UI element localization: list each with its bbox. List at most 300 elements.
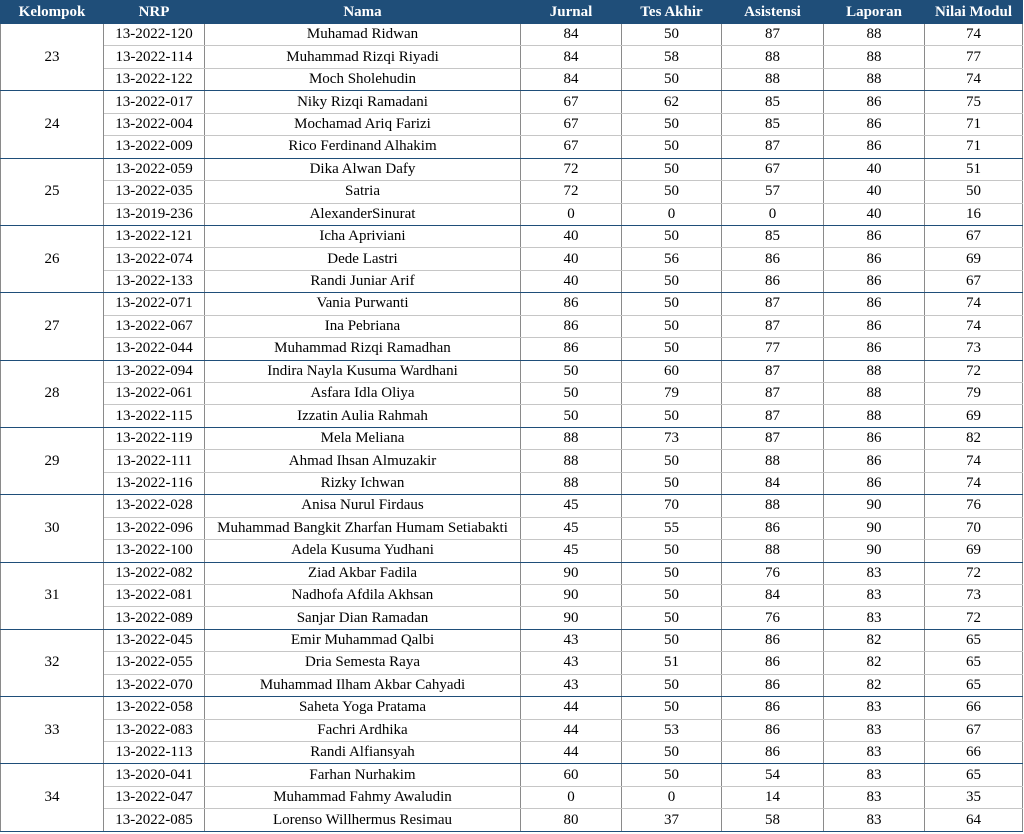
asistensi-cell: 87 <box>722 383 824 405</box>
nilai-modul-cell: 66 <box>925 742 1023 764</box>
kelompok-cell: 24 <box>1 91 104 158</box>
tes-akhir-cell: 60 <box>622 360 722 382</box>
laporan-cell: 86 <box>824 293 925 315</box>
table-row <box>1 203 1023 225</box>
table-row <box>1 24 1023 46</box>
laporan-cell: 88 <box>824 405 925 427</box>
asistensi-cell: 86 <box>722 517 824 539</box>
laporan-cell: 82 <box>824 629 925 651</box>
tes-akhir-cell: 50 <box>622 24 722 46</box>
nama-cell: Icha Apriviani <box>205 225 521 247</box>
asistensi-cell: 67 <box>722 158 824 180</box>
table-row <box>1 68 1023 90</box>
nama-cell: Muhammad Rizqi Riyadi <box>205 46 521 68</box>
jurnal-cell: 0 <box>521 786 622 808</box>
table-row <box>1 809 1023 831</box>
asistensi-cell: 14 <box>722 786 824 808</box>
nama-cell: Izzatin Aulia Rahmah <box>205 405 521 427</box>
laporan-cell: 88 <box>824 46 925 68</box>
nama-cell: Farhan Nurhakim <box>205 764 521 786</box>
table-row <box>1 113 1023 135</box>
laporan-cell: 86 <box>824 248 925 270</box>
nrp-cell: 13-2020-041 <box>104 764 205 786</box>
tes-akhir-cell: 50 <box>622 584 722 606</box>
nama-cell: Indira Nayla Kusuma Wardhani <box>205 360 521 382</box>
kelompok-cell: 27 <box>1 293 104 360</box>
nilai-modul-cell: 72 <box>925 607 1023 629</box>
asistensi-cell: 88 <box>722 46 824 68</box>
nilai-modul-cell: 65 <box>925 764 1023 786</box>
laporan-cell: 88 <box>824 68 925 90</box>
nama-cell: Randi Juniar Arif <box>205 270 521 292</box>
nrp-cell: 13-2022-115 <box>104 405 205 427</box>
laporan-cell: 83 <box>824 607 925 629</box>
jurnal-cell: 45 <box>521 495 622 517</box>
nilai-modul-cell: 69 <box>925 540 1023 562</box>
laporan-cell: 83 <box>824 786 925 808</box>
tes-akhir-cell: 53 <box>622 719 722 741</box>
table-row <box>1 786 1023 808</box>
laporan-cell: 82 <box>824 674 925 696</box>
tes-akhir-cell: 50 <box>622 742 722 764</box>
jurnal-cell: 50 <box>521 405 622 427</box>
nrp-cell: 13-2022-044 <box>104 338 205 360</box>
table-row <box>1 360 1023 382</box>
table-row <box>1 697 1023 719</box>
kelompok-cell: 29 <box>1 427 104 494</box>
laporan-cell: 86 <box>824 136 925 158</box>
jurnal-cell: 72 <box>521 158 622 180</box>
nilai-modul-cell: 16 <box>925 203 1023 225</box>
nrp-cell: 13-2022-111 <box>104 450 205 472</box>
header-row <box>1 1 1023 24</box>
nrp-cell: 13-2022-059 <box>104 158 205 180</box>
kelompok-cell: 25 <box>1 158 104 225</box>
jurnal-cell: 72 <box>521 181 622 203</box>
laporan-cell: 86 <box>824 91 925 113</box>
tes-akhir-cell: 62 <box>622 91 722 113</box>
asistensi-cell: 84 <box>722 472 824 494</box>
jurnal-cell: 44 <box>521 697 622 719</box>
nrp-cell: 13-2022-121 <box>104 225 205 247</box>
nrp-cell: 13-2022-081 <box>104 584 205 606</box>
table-row <box>1 338 1023 360</box>
tes-akhir-cell: 50 <box>622 764 722 786</box>
tes-akhir-cell: 0 <box>622 203 722 225</box>
asistensi-cell: 86 <box>722 719 824 741</box>
asistensi-cell: 86 <box>722 674 824 696</box>
header-nrp: NRP <box>104 1 205 24</box>
table-row <box>1 450 1023 472</box>
nama-cell: Moch Sholehudin <box>205 68 521 90</box>
jurnal-cell: 50 <box>521 383 622 405</box>
laporan-cell: 86 <box>824 472 925 494</box>
asistensi-cell: 86 <box>722 652 824 674</box>
tes-akhir-cell: 50 <box>622 293 722 315</box>
jurnal-cell: 80 <box>521 809 622 831</box>
asistensi-cell: 85 <box>722 225 824 247</box>
nilai-modul-cell: 67 <box>925 225 1023 247</box>
nrp-cell: 13-2022-028 <box>104 495 205 517</box>
jurnal-cell: 90 <box>521 607 622 629</box>
jurnal-cell: 84 <box>521 24 622 46</box>
nama-cell: AlexanderSinurat <box>205 203 521 225</box>
asistensi-cell: 58 <box>722 809 824 831</box>
laporan-cell: 83 <box>824 584 925 606</box>
jurnal-cell: 40 <box>521 248 622 270</box>
asistensi-cell: 88 <box>722 495 824 517</box>
nilai-modul-cell: 73 <box>925 584 1023 606</box>
header-laporan: Laporan <box>824 1 925 24</box>
tes-akhir-cell: 50 <box>622 540 722 562</box>
table-row <box>1 584 1023 606</box>
table-row <box>1 719 1023 741</box>
nama-cell: Ina Pebriana <box>205 315 521 337</box>
nrp-cell: 13-2022-061 <box>104 383 205 405</box>
nilai-modul-cell: 65 <box>925 652 1023 674</box>
tes-akhir-cell: 50 <box>622 562 722 584</box>
nrp-cell: 13-2022-120 <box>104 24 205 46</box>
nrp-cell: 13-2022-047 <box>104 786 205 808</box>
table-row <box>1 427 1023 449</box>
nrp-cell: 13-2022-094 <box>104 360 205 382</box>
table-row <box>1 225 1023 247</box>
asistensi-cell: 87 <box>722 136 824 158</box>
kelompok-cell: 31 <box>1 562 104 629</box>
tes-akhir-cell: 50 <box>622 607 722 629</box>
nama-cell: Muhammad Bangkit Zharfan Humam Setiabakti <box>205 517 521 539</box>
header-nama: Nama <box>205 1 521 24</box>
nama-cell: Dika Alwan Dafy <box>205 158 521 180</box>
nama-cell: Sanjar Dian Ramadan <box>205 607 521 629</box>
laporan-cell: 40 <box>824 158 925 180</box>
nama-cell: Emir Muhammad Qalbi <box>205 629 521 651</box>
laporan-cell: 40 <box>824 181 925 203</box>
tes-akhir-cell: 50 <box>622 472 722 494</box>
jurnal-cell: 88 <box>521 450 622 472</box>
jurnal-cell: 45 <box>521 540 622 562</box>
laporan-cell: 83 <box>824 764 925 786</box>
asistensi-cell: 88 <box>722 540 824 562</box>
nama-cell: Muhammad Fahmy Awaludin <box>205 786 521 808</box>
jurnal-cell: 45 <box>521 517 622 539</box>
tes-akhir-cell: 50 <box>622 136 722 158</box>
nama-cell: Rizky Ichwan <box>205 472 521 494</box>
asistensi-cell: 87 <box>722 315 824 337</box>
jurnal-cell: 40 <box>521 225 622 247</box>
asistensi-cell: 76 <box>722 562 824 584</box>
table-body <box>1 24 1023 832</box>
jurnal-cell: 86 <box>521 315 622 337</box>
nilai-modul-cell: 65 <box>925 629 1023 651</box>
jurnal-cell: 43 <box>521 629 622 651</box>
asistensi-cell: 87 <box>722 427 824 449</box>
table-row <box>1 674 1023 696</box>
jurnal-cell: 86 <box>521 338 622 360</box>
nilai-modul-cell: 65 <box>925 674 1023 696</box>
nilai-modul-cell: 82 <box>925 427 1023 449</box>
nilai-modul-cell: 51 <box>925 158 1023 180</box>
nilai-modul-cell: 76 <box>925 495 1023 517</box>
nilai-modul-cell: 69 <box>925 405 1023 427</box>
tes-akhir-cell: 50 <box>622 225 722 247</box>
tes-akhir-cell: 50 <box>622 181 722 203</box>
table-row <box>1 270 1023 292</box>
nilai-modul-cell: 73 <box>925 338 1023 360</box>
nama-cell: Adela Kusuma Yudhani <box>205 540 521 562</box>
tes-akhir-cell: 50 <box>622 68 722 90</box>
table-row <box>1 629 1023 651</box>
table-row <box>1 293 1023 315</box>
kelompok-cell: 32 <box>1 629 104 696</box>
laporan-cell: 83 <box>824 719 925 741</box>
nilai-modul-cell: 69 <box>925 248 1023 270</box>
nrp-cell: 13-2022-116 <box>104 472 205 494</box>
nilai-modul-cell: 72 <box>925 360 1023 382</box>
nilai-modul-cell: 70 <box>925 517 1023 539</box>
nama-cell: Mela Meliana <box>205 427 521 449</box>
nama-cell: Muhammad Ilham Akbar Cahyadi <box>205 674 521 696</box>
nrp-cell: 13-2022-070 <box>104 674 205 696</box>
nama-cell: Ahmad Ihsan Almuzakir <box>205 450 521 472</box>
tes-akhir-cell: 50 <box>622 158 722 180</box>
laporan-cell: 90 <box>824 495 925 517</box>
nama-cell: Vania Purwanti <box>205 293 521 315</box>
kelompok-cell: 33 <box>1 697 104 764</box>
laporan-cell: 86 <box>824 450 925 472</box>
nama-cell: Dria Semesta Raya <box>205 652 521 674</box>
nilai-modul-cell: 67 <box>925 270 1023 292</box>
laporan-cell: 88 <box>824 383 925 405</box>
nama-cell: Fachri Ardhika <box>205 719 521 741</box>
nrp-cell: 13-2022-058 <box>104 697 205 719</box>
laporan-cell: 90 <box>824 540 925 562</box>
laporan-cell: 40 <box>824 203 925 225</box>
table-row <box>1 517 1023 539</box>
asistensi-cell: 87 <box>722 24 824 46</box>
table-row <box>1 158 1023 180</box>
jurnal-cell: 44 <box>521 719 622 741</box>
laporan-cell: 86 <box>824 427 925 449</box>
jurnal-cell: 60 <box>521 764 622 786</box>
asistensi-cell: 86 <box>722 248 824 270</box>
laporan-cell: 88 <box>824 24 925 46</box>
nrp-cell: 13-2022-017 <box>104 91 205 113</box>
nilai-modul-cell: 71 <box>925 113 1023 135</box>
nilai-modul-cell: 66 <box>925 697 1023 719</box>
jurnal-cell: 43 <box>521 652 622 674</box>
nrp-cell: 13-2022-133 <box>104 270 205 292</box>
jurnal-cell: 43 <box>521 674 622 696</box>
nrp-cell: 13-2022-114 <box>104 46 205 68</box>
nrp-cell: 13-2022-119 <box>104 427 205 449</box>
jurnal-cell: 84 <box>521 46 622 68</box>
table-row <box>1 248 1023 270</box>
laporan-cell: 86 <box>824 338 925 360</box>
nrp-cell: 13-2022-100 <box>104 540 205 562</box>
tes-akhir-cell: 50 <box>622 697 722 719</box>
jurnal-cell: 67 <box>521 91 622 113</box>
nilai-modul-cell: 74 <box>925 293 1023 315</box>
asistensi-cell: 85 <box>722 113 824 135</box>
nrp-cell: 13-2022-009 <box>104 136 205 158</box>
header-tes-akhir: Tes Akhir <box>622 1 722 24</box>
nama-cell: Asfara Idla Oliya <box>205 383 521 405</box>
nama-cell: Muhamad Ridwan <box>205 24 521 46</box>
asistensi-cell: 86 <box>722 629 824 651</box>
nrp-cell: 13-2022-074 <box>104 248 205 270</box>
jurnal-cell: 90 <box>521 584 622 606</box>
nilai-modul-cell: 50 <box>925 181 1023 203</box>
nama-cell: Rico Ferdinand Alhakim <box>205 136 521 158</box>
nama-cell: Anisa Nurul Firdaus <box>205 495 521 517</box>
asistensi-cell: 54 <box>722 764 824 786</box>
nama-cell: Saheta Yoga Pratama <box>205 697 521 719</box>
nama-cell: Muhammad Rizqi Ramadhan <box>205 338 521 360</box>
laporan-cell: 86 <box>824 270 925 292</box>
asistensi-cell: 86 <box>722 742 824 764</box>
header-jurnal: Jurnal <box>521 1 622 24</box>
nrp-cell: 13-2022-067 <box>104 315 205 337</box>
nilai-modul-cell: 74 <box>925 68 1023 90</box>
nama-cell: Dede Lastri <box>205 248 521 270</box>
tes-akhir-cell: 73 <box>622 427 722 449</box>
jurnal-cell: 90 <box>521 562 622 584</box>
tes-akhir-cell: 50 <box>622 113 722 135</box>
jurnal-cell: 86 <box>521 293 622 315</box>
asistensi-cell: 0 <box>722 203 824 225</box>
asistensi-cell: 87 <box>722 293 824 315</box>
asistensi-cell: 86 <box>722 270 824 292</box>
laporan-cell: 90 <box>824 517 925 539</box>
kelompok-cell: 30 <box>1 495 104 562</box>
asistensi-cell: 57 <box>722 181 824 203</box>
nilai-modul-cell: 74 <box>925 450 1023 472</box>
tes-akhir-cell: 51 <box>622 652 722 674</box>
asistensi-cell: 88 <box>722 450 824 472</box>
kelompok-cell: 28 <box>1 360 104 427</box>
nama-cell: Nadhofa Afdila Akhsan <box>205 584 521 606</box>
tes-akhir-cell: 50 <box>622 338 722 360</box>
laporan-cell: 83 <box>824 697 925 719</box>
asistensi-cell: 77 <box>722 338 824 360</box>
jurnal-cell: 40 <box>521 270 622 292</box>
asistensi-cell: 84 <box>722 584 824 606</box>
table-row <box>1 652 1023 674</box>
laporan-cell: 88 <box>824 360 925 382</box>
tes-akhir-cell: 70 <box>622 495 722 517</box>
jurnal-cell: 88 <box>521 427 622 449</box>
asistensi-cell: 87 <box>722 405 824 427</box>
asistensi-cell: 76 <box>722 607 824 629</box>
asistensi-cell: 88 <box>722 68 824 90</box>
table-row <box>1 91 1023 113</box>
table-row <box>1 46 1023 68</box>
nama-cell: Randi Alfiansyah <box>205 742 521 764</box>
table-row <box>1 383 1023 405</box>
tes-akhir-cell: 50 <box>622 674 722 696</box>
nrp-cell: 13-2022-089 <box>104 607 205 629</box>
nilai-modul-cell: 35 <box>925 786 1023 808</box>
jurnal-cell: 67 <box>521 113 622 135</box>
laporan-cell: 83 <box>824 809 925 831</box>
laporan-cell: 83 <box>824 562 925 584</box>
jurnal-cell: 84 <box>521 68 622 90</box>
table-row <box>1 136 1023 158</box>
table-row <box>1 562 1023 584</box>
nilai-modul-cell: 75 <box>925 91 1023 113</box>
table-row <box>1 540 1023 562</box>
table-header <box>1 1 1023 24</box>
table-row <box>1 495 1023 517</box>
tes-akhir-cell: 50 <box>622 629 722 651</box>
nrp-cell: 13-2022-071 <box>104 293 205 315</box>
tes-akhir-cell: 50 <box>622 315 722 337</box>
nilai-modul-cell: 72 <box>925 562 1023 584</box>
nrp-cell: 13-2022-122 <box>104 68 205 90</box>
nilai-modul-cell: 67 <box>925 719 1023 741</box>
nrp-cell: 13-2022-045 <box>104 629 205 651</box>
laporan-cell: 82 <box>824 652 925 674</box>
laporan-cell: 86 <box>824 315 925 337</box>
jurnal-cell: 50 <box>521 360 622 382</box>
tes-akhir-cell: 50 <box>622 270 722 292</box>
nilai-modul-cell: 74 <box>925 472 1023 494</box>
kelompok-cell: 23 <box>1 24 104 91</box>
tes-akhir-cell: 50 <box>622 450 722 472</box>
nrp-cell: 13-2019-236 <box>104 203 205 225</box>
nrp-cell: 13-2022-055 <box>104 652 205 674</box>
nilai-modul-cell: 74 <box>925 24 1023 46</box>
nama-cell: Ziad Akbar Fadila <box>205 562 521 584</box>
nama-cell: Satria <box>205 181 521 203</box>
nrp-cell: 13-2022-082 <box>104 562 205 584</box>
nilai-modul-cell: 74 <box>925 315 1023 337</box>
tes-akhir-cell: 58 <box>622 46 722 68</box>
nilai-modul-cell: 64 <box>925 809 1023 831</box>
nrp-cell: 13-2022-035 <box>104 181 205 203</box>
tes-akhir-cell: 50 <box>622 405 722 427</box>
table-row <box>1 607 1023 629</box>
table-row <box>1 315 1023 337</box>
table-row <box>1 742 1023 764</box>
jurnal-cell: 67 <box>521 136 622 158</box>
asistensi-cell: 86 <box>722 697 824 719</box>
tes-akhir-cell: 55 <box>622 517 722 539</box>
nrp-cell: 13-2022-083 <box>104 719 205 741</box>
tes-akhir-cell: 79 <box>622 383 722 405</box>
jurnal-cell: 88 <box>521 472 622 494</box>
nrp-cell: 13-2022-096 <box>104 517 205 539</box>
laporan-cell: 86 <box>824 225 925 247</box>
laporan-cell: 83 <box>824 742 925 764</box>
nama-cell: Mochamad Ariq Farizi <box>205 113 521 135</box>
jurnal-cell: 44 <box>521 742 622 764</box>
kelompok-cell: 26 <box>1 225 104 292</box>
table-row <box>1 764 1023 786</box>
nama-cell: Niky Rizqi Ramadani <box>205 91 521 113</box>
asistensi-cell: 87 <box>722 360 824 382</box>
nama-cell: Lorenso Willhermus Resimau <box>205 809 521 831</box>
header-kelompok: Kelompok <box>1 1 104 24</box>
kelompok-cell: 34 <box>1 764 104 831</box>
nilai-modul-cell: 77 <box>925 46 1023 68</box>
jurnal-cell: 0 <box>521 203 622 225</box>
table-row <box>1 181 1023 203</box>
tes-akhir-cell: 56 <box>622 248 722 270</box>
laporan-cell: 86 <box>824 113 925 135</box>
asistensi-cell: 85 <box>722 91 824 113</box>
